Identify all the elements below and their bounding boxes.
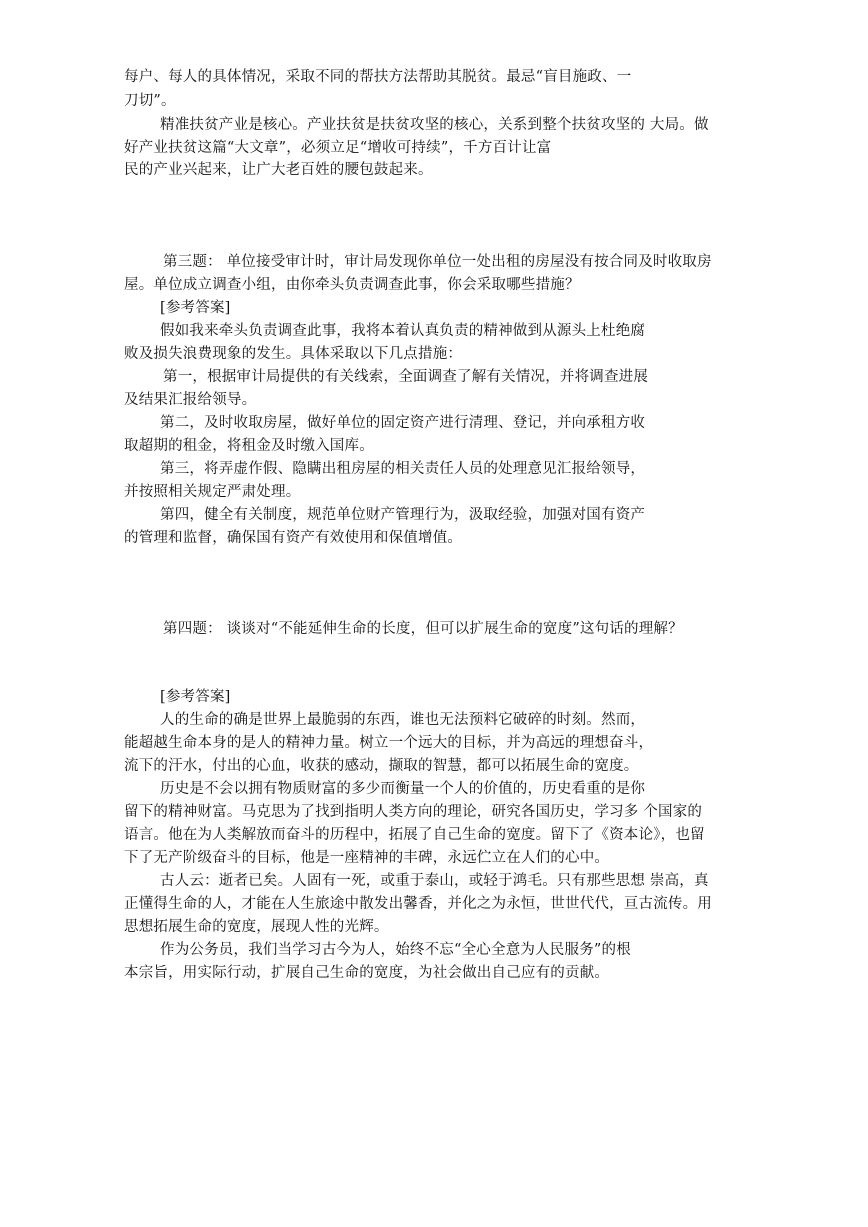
- text-line: 精准扶贫产业是核心。产业扶贫是扶贫攻坚的核心，关系到整个扶贫攻坚的 大局。做: [160, 117, 709, 133]
- text-line: 假如我来牵头负责调查此事，我将本着认真负责的精神做到从源头上杜绝腐: [160, 323, 646, 339]
- text-line: 本宗旨，用实际行动，扩展自己生命的宽度，为社会做出自己应有的贡献。: [124, 965, 610, 981]
- text-line: 并按照相关规定严肃处理。: [124, 484, 301, 500]
- text-line: 思想拓展生命的宽度，展现人性的光辉。: [124, 919, 389, 935]
- text-line: 第三，将弄虚作假、隐瞒出租房屋的相关责任人员的处理意见汇报给领导，: [160, 461, 646, 477]
- text-line: 能超越生命本身的是人的精神力量。树立一个远大的目标，并为高远的理想奋斗，: [124, 735, 654, 751]
- text-line: 留下的精神财富。马克思为了找到指明人类方向的理论，研究各国历史，学习多 个国家的: [124, 804, 703, 820]
- text-line: 第二，及时收取房屋，做好单位的固定资产进行清理、登记，并向承租方收: [160, 415, 646, 431]
- text-line: 刀切”。: [124, 93, 176, 109]
- text-line: 正懂得生命的人，才能在人生旅途中散发出馨香，并化之为永恒，世世代代，亘古流传。用: [124, 896, 712, 912]
- text-line: 每户、每人的具体情况，采取不同的帮扶方法帮助其脱贫。最忌“盲目施政、一: [124, 69, 632, 85]
- question-3-line: 第三题： 单位接受审计时，审计局发现你单位一处出租的房屋没有按合同及时收取房: [163, 254, 712, 270]
- text-line: 作为公务员，我们当学习古今为人，始终不忘“全心全意为人民服务”的根: [160, 942, 631, 958]
- text-line: 取超期的租金，将租金及时缴入国库。: [124, 438, 374, 454]
- text-line: 民的产业兴起来，让广大老百姓的腰包鼓起来。: [124, 162, 433, 178]
- text-line: 败及损失浪费现象的发生。具体采取以下几点措施：: [124, 346, 463, 362]
- question-3-line: 屋。单位成立调查小组，由你牵头负责调查此事，你会采取哪些措施？: [124, 277, 580, 293]
- text-line: 人的生命的确是世界上最脆弱的东西，谁也无法预料它破碎的时刻。然而，: [160, 712, 646, 728]
- text-line: 古人云：逝者已矣。人固有一死，或重于泰山，或轻于鸿毛。只有那些思想 崇高，真: [160, 873, 709, 889]
- text-line: 第一，根据审计局提供的有关线索，全面调查了解有关情况，并将调查进展: [163, 369, 649, 385]
- text-line: 历史是不会以拥有物质财富的多少而衡量一个人的价值的，历史看重的是你: [160, 781, 646, 797]
- reference-answer-label: [参考答案]: [160, 689, 231, 705]
- text-line: 的管理和监督，确保国有资产有效使用和保值增值。: [124, 530, 463, 546]
- text-line: 语言。他在为人类解放而奋斗的历程中，拓展了自己生命的宽度。留下了《资本论》，也留: [124, 827, 705, 843]
- question-4-line: 第四题： 谈谈对“不能延伸生命的长度，但可以扩展生命的宽度”这句话的理解？: [163, 621, 683, 637]
- text-line: 及结果汇报给领导。: [124, 392, 257, 408]
- text-line: 第四，健全有关制度，规范单位财产管理行为，汲取经验，加强对国有资产: [160, 507, 646, 523]
- text-line: 流下的汗水，付出的心血，收获的感动，撷取的智慧，都可以拓展生命的宽度。: [124, 758, 639, 774]
- text-line: 好产业扶贫这篇“大文章”，必须立足“增收可持续”，千方百计让富: [124, 140, 552, 156]
- text-line: 下了无产阶级奋斗的目标，他是一座精神的丰碑，永远伫立在人们的心中。: [124, 850, 610, 866]
- reference-answer-label: [参考答案]: [160, 300, 231, 316]
